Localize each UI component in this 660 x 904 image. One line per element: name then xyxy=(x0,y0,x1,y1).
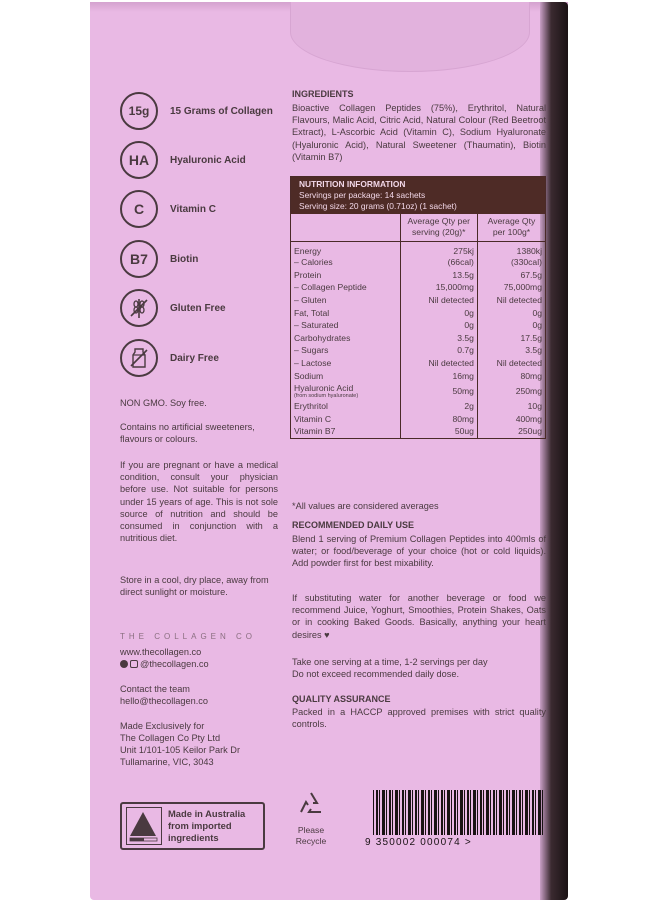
serving-value: 3.5g xyxy=(400,332,477,345)
nutrient-name: Sodium xyxy=(294,370,324,381)
serving-value: Nil detected xyxy=(400,294,477,307)
barcode-number: 9 350002 000074 > xyxy=(365,837,472,848)
feature-biotin xyxy=(120,240,198,278)
daily-use-heading: RECOMMENDED DAILY USE xyxy=(292,520,415,530)
made-by-line-1: Made Exclusively for xyxy=(120,721,205,731)
nutrition-row xyxy=(291,281,545,294)
feature-label: Gluten Free xyxy=(170,302,226,314)
feature-label: Dairy Free xyxy=(170,352,219,364)
instagram-icon xyxy=(130,660,138,668)
serving-value: 16mg xyxy=(400,369,477,382)
milk-carton-icon xyxy=(120,339,158,377)
brand-logo: THE COLLAGEN CO xyxy=(120,632,257,641)
nutrient-name: – Saturated xyxy=(294,320,339,331)
serving-column-header: Average Qty per serving (20g)* xyxy=(400,214,477,242)
feature-dairy-free xyxy=(120,339,219,377)
nutrition-row xyxy=(291,256,545,269)
per100-value: 0g xyxy=(532,307,542,318)
nutrition-row xyxy=(291,294,545,307)
per100-value: 10g xyxy=(527,401,542,412)
nutrient-name: Vitamin B7 xyxy=(294,426,336,437)
nutrition-row xyxy=(291,269,545,282)
per100-value: 17.5g xyxy=(520,332,542,343)
serving-value: 0g xyxy=(400,319,477,332)
per100-value: 1380kj xyxy=(516,246,542,256)
quality-text: Packed in a HACCP approved premises with strict quality controls. xyxy=(292,707,546,730)
per100-value: 250mg xyxy=(515,385,542,396)
per100-value: 80mg xyxy=(520,370,542,381)
nutrient-name: Erythritol xyxy=(294,401,328,412)
hyaluronic-acid-badge-icon: HA xyxy=(120,141,158,179)
contact-line: Contact the team xyxy=(120,684,190,694)
no-artificial-text: Contains no artificial sweeteners, flavours or colours. xyxy=(120,422,255,445)
nutrient-name: Vitamin C xyxy=(294,413,332,424)
nutrition-row xyxy=(291,413,545,426)
made-by-line-3: Unit 1/101-105 Keilor Park Dr xyxy=(120,745,241,755)
nutrition-header: NUTRITION INFORMATION Servings per package: 14 sachets Serving size: 20 grams (0.71oz) (1 sachet) xyxy=(291,177,545,214)
per100-value: (330cal) xyxy=(510,257,542,268)
barcode xyxy=(365,790,543,852)
social-handle: @thecollagen.co xyxy=(140,659,209,669)
ingredients-text: Bioactive Collagen Peptides (75%), Erythritol, Natural Flavours, Malic Acid, Citric Acid, Natural Colour (Red Beetroot Extract), L-Ascorbic Acid (Vitamin C), Sodium Hyaluronate (Hyaluronic Acid), Natural Sweetener (Thaumatin), Biotin (Vitamin B7) xyxy=(292,103,546,162)
per100-column-header: Average Qty per 100g* xyxy=(477,214,545,242)
feature-label: Vitamin C xyxy=(170,203,216,215)
made-by-line-4: Tullamarine, VIC, 3043 xyxy=(120,757,214,767)
serving-value: 80mg xyxy=(400,413,477,426)
serving-value: 15,000mg xyxy=(400,281,477,294)
serving-value: 275kj xyxy=(400,242,477,257)
serving-value: 13.5g xyxy=(400,269,477,282)
serving-limit-text: Take one serving at a time, 1-2 servings per day xyxy=(292,657,488,667)
serving-value: 50ug xyxy=(400,425,477,438)
nutrition-row xyxy=(291,319,545,332)
nutrient-name: – Sugars xyxy=(294,345,329,356)
recycle-icon xyxy=(290,790,332,825)
nutrition-panel xyxy=(290,176,546,439)
per100-value: 400mg xyxy=(515,413,542,424)
nutrition-row xyxy=(291,400,545,413)
serving-value: Nil detected xyxy=(400,357,477,370)
dose-warning-text: Do not exceed recommended daily dose. xyxy=(292,669,460,679)
nutrient-name: Fat, Total xyxy=(294,307,330,318)
made-by-line-2: The Collagen Co Pty Ltd xyxy=(120,733,221,743)
feature-label: Hyaluronic Acid xyxy=(170,154,246,166)
feature-gluten-free xyxy=(120,289,226,327)
per100-value: 3.5g xyxy=(525,345,542,356)
nutrition-table xyxy=(291,214,545,438)
nutrition-row xyxy=(291,382,545,400)
social-handles xyxy=(120,658,278,670)
nutrient-name: – Calories xyxy=(294,257,333,268)
facebook-icon xyxy=(120,660,128,668)
per100-value: 75,000mg xyxy=(503,282,542,293)
serving-value: 2g xyxy=(400,400,477,413)
non-gmo-text: NON GMO. Soy free. xyxy=(120,398,207,408)
nutrition-row xyxy=(291,332,545,345)
nutrient-name: – Lactose xyxy=(294,358,332,369)
feature-label: Biotin xyxy=(170,253,199,265)
collagen-badge-icon: 15g xyxy=(120,92,158,130)
feature-label: 15 Grams of Collagen xyxy=(170,105,273,117)
per100-value: 250ug xyxy=(518,426,542,437)
feature-hyaluronic-acid xyxy=(120,141,246,179)
nutrient-name: Hyaluronic Acid (from sodium hyaluronate) xyxy=(294,382,359,399)
serving-value: 50mg xyxy=(400,382,477,400)
made-in-australia-label xyxy=(120,802,265,850)
barcode-bars xyxy=(373,790,543,835)
nutrition-row xyxy=(291,425,545,438)
contact-email: hello@thecollagen.co xyxy=(120,696,208,706)
website-link: www.thecollagen.co xyxy=(120,647,202,657)
nutrition-row xyxy=(291,242,545,257)
feature-vitamin-c xyxy=(120,190,216,228)
feature-collagen xyxy=(120,92,273,130)
serving-value: (66cal) xyxy=(400,256,477,269)
nutrition-row xyxy=(291,344,545,357)
substitute-text: If substituting water for another beverage or food we recommend Juice, Yoghurt, Smoothies, Protein Shakes, Oats or in cooking Baked Goods. Basically, anything your heart desires ♥ xyxy=(292,593,546,640)
kangaroo-triangle-icon xyxy=(126,807,162,845)
nutrition-footnote: *All values are considered averages xyxy=(292,501,439,511)
per100-value: 0g xyxy=(532,320,542,331)
quality-heading: QUALITY ASSURANCE xyxy=(292,694,391,704)
nutrient-name: Carbohydrates xyxy=(294,332,351,343)
nutrition-row xyxy=(291,369,545,382)
nutrient-name: Protein xyxy=(294,269,322,280)
nutrient-name: – Gluten xyxy=(294,295,327,306)
serving-value: 0g xyxy=(400,306,477,319)
wheat-icon xyxy=(120,289,158,327)
made-in-text: Made in Australia from imported ingredients xyxy=(168,808,246,843)
storage-text: Store in a cool, dry place, away from direct sunlight or moisture. xyxy=(120,575,269,598)
serving-value: 0.7g xyxy=(400,344,477,357)
per100-value: 67.5g xyxy=(520,269,542,280)
daily-use-text: Blend 1 serving of Premium Collagen Peptides into 400mls of water; or food/beverage of your choice (hot or cold liquids). Add powder first for best mixability. xyxy=(292,534,546,569)
nutrient-name: – Collagen Peptide xyxy=(294,282,367,293)
nutrition-row xyxy=(291,306,545,319)
per100-value: Nil detected xyxy=(496,358,542,369)
per100-value: Nil detected xyxy=(496,295,542,306)
vitamin-c-badge-icon: C xyxy=(120,190,158,228)
nutrient-name: Energy xyxy=(294,246,322,256)
biotin-badge-icon: B7 xyxy=(120,240,158,278)
ingredients-heading: INGREDIENTS xyxy=(292,89,354,99)
nutrition-row xyxy=(291,357,545,370)
pregnancy-warning-text: If you are pregnant or have a medical condition, consult your physician before use. Not suitable for persons under 15 years of age. This is not sole source of nutrition and should be consumed in conjunction with a nutritious diet. xyxy=(120,460,278,544)
recycle-label: Please Recycle xyxy=(290,790,332,847)
